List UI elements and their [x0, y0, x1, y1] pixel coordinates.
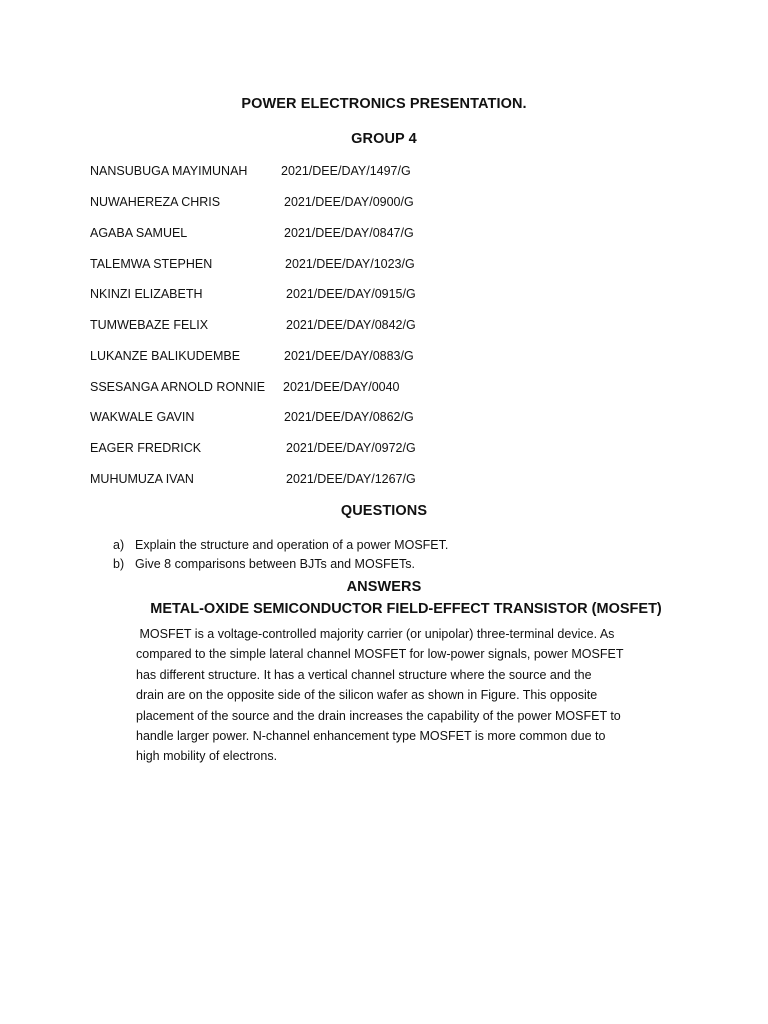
question-text: Explain the structure and operation of a power MOSFET.	[135, 538, 449, 552]
member-reg-number: 2021/DEE/DAY/0842/G	[286, 318, 416, 332]
member-reg-number: 2021/DEE/DAY/0847/G	[284, 226, 414, 240]
paragraph-line: placement of the source and the drain increases the capability of the power MOSFET to	[136, 708, 621, 723]
question-item	[113, 556, 415, 572]
paragraph-line: drain are on the opposite side of the silicon wafer as shown in Figure. This opposite	[136, 688, 598, 703]
group-heading: GROUP 4	[351, 131, 417, 147]
member-name: TUMWEBAZE FELIX	[90, 318, 209, 332]
question-marker: a)	[113, 538, 125, 552]
member-reg-number: 2021/DEE/DAY/0915/G	[286, 287, 416, 301]
member-name: TALEMWA STEPHEN	[90, 257, 213, 271]
answers-heading: ANSWERS	[346, 579, 422, 595]
member-name: NUWAHEREZA CHRIS	[90, 195, 221, 209]
paragraph-line: handle larger power. N-channel enhancement type MOSFET is more common due to	[136, 729, 606, 744]
paragraph-line: compared to the simple lateral channel MOSFET for low-power signals, power MOSFET	[136, 647, 624, 662]
member-reg-number: 2021/DEE/DAY/0972/G	[286, 441, 416, 455]
questions-heading: QUESTIONS	[340, 503, 428, 519]
member-name: NKINZI ELIZABETH	[90, 287, 203, 301]
member-reg-number: 2021/DEE/DAY/0862/G	[284, 410, 414, 424]
member-reg-number: 2021/DEE/DAY/0883/G	[284, 349, 414, 363]
member-name: WAKWALE GAVIN	[90, 410, 195, 424]
member-name: LUKANZE BALIKUDEMBE	[90, 349, 241, 363]
question-marker: b)	[113, 557, 125, 571]
member-reg-number: 2021/DEE/DAY/1267/G	[286, 472, 416, 486]
member-name: SSESANGA ARNOLD RONNIE	[90, 380, 266, 394]
member-name: EAGER FREDRICK	[90, 441, 202, 455]
member-reg-number: 2021/DEE/DAY/0040	[283, 380, 400, 394]
member-name: AGABA SAMUEL	[90, 226, 188, 240]
member-name: NANSUBUGA MAYIMUNAH	[90, 164, 248, 178]
paragraph-line: high mobility of electrons.	[136, 749, 278, 764]
document-title: POWER ELECTRONICS PRESENTATION.	[241, 96, 527, 112]
question-item	[113, 537, 448, 553]
member-reg-number: 2021/DEE/DAY/0900/G	[284, 195, 414, 209]
paragraph-line: MOSFET is a voltage-controlled majority carrier (or unipolar) three-terminal device. As	[136, 627, 615, 641]
member-reg-number: 2021/DEE/DAY/1023/G	[285, 257, 415, 271]
member-name: MUHUMUZA IVAN	[90, 472, 194, 486]
question-text: Give 8 comparisons between BJTs and MOSFETs.	[135, 557, 415, 571]
paragraph-line: has different structure. It has a vertical channel structure where the source and the	[136, 667, 592, 682]
section-heading: METAL-OXIDE SEMICONDUCTOR FIELD-EFFECT TRANSISTOR (MOSFET)	[150, 601, 662, 617]
member-reg-number: 2021/DEE/DAY/1497/G	[281, 164, 411, 178]
answer-paragraph	[136, 624, 676, 767]
